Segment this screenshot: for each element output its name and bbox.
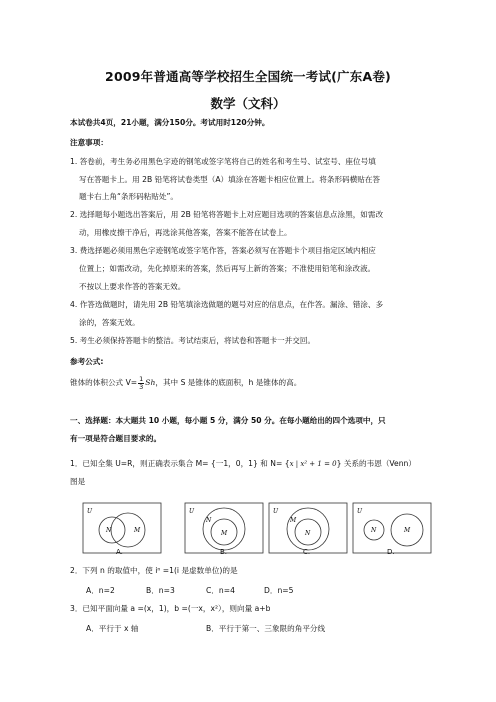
venn-c-m-label: M [290,517,297,524]
venn-c-u-label: U [273,508,279,515]
formula-lead: 锥体的体积公式 V= [70,378,138,387]
exam-title: 2009年普通高等学校招生全国统一考试(广东A卷) [105,69,391,84]
venn-label-c: C. [303,548,311,556]
question-1-line-1 [70,459,416,469]
venn-d-u-label: U [357,508,363,515]
formula-rest: ，其中 S 是锥体的底面积，h 是锥体的高。 [155,378,302,387]
q3-option-a: A．平行于 x 轴 [86,624,139,633]
formula-sh: Sh [145,378,156,387]
venn-label-d: D. [387,548,395,556]
question-2-stem: 2．下列 n 的取值中，使 iⁿ =1(i 是虚数单位)的是 [70,566,238,575]
venn-a-m-label: M [134,527,141,534]
q1-tail: } 关系的韦恩（Venn） [336,459,416,468]
fraction-denominator: 3 [139,382,144,391]
section-1-line-1: 一、选择题：本大题共 10 小题，每小题 5 分，满分 50 分。在每小题给出的四个选项中，只 [70,416,386,425]
note-3-line-2: 位置上；如需改动，先化掉原来的答案，然后再写上新的答案；不准使用铅笔和涂改液。 [79,264,376,273]
venn-option-b [184,502,264,554]
note-1-line-1: 1. 答卷前，考生务必用黑色字迹的钢笔或签字笔将自己的姓名和考生号、试室号、座位号填 [70,157,376,166]
question-1-line-2: 图是 [70,477,86,486]
venn-d-m-label: M [404,527,411,534]
venn-b-n-label: N [206,517,212,524]
note-3-line-1: 3. 费选择题必须用黑色字迹钢笔或签字笔作答，答案必须写在答题卡个项目指定区域内相应 [70,246,376,255]
formula-heading: 参考公式: [70,357,104,366]
note-5: 5. 考生必须保持答题卡的整洁。考试结束后，将试卷和答题卡一并交回。 [70,336,316,345]
note-1-line-3: 题卡右上角“条形码粘贴处”。 [79,192,178,201]
q2-option-a: A．n=2 [86,586,115,595]
venn-a-u-label: U [87,508,93,515]
formula-line [70,373,301,393]
q1-set-expression: x | x² + 1 = 0 [289,460,337,468]
note-1-line-2: 写在答题卡上。用 2B 铅笔将试卷类型（A）填涂在答题卡相应位置上。将条形码横贴在答 [79,175,381,184]
venn-option-c [268,502,348,554]
exam-intro: 本试卷共4页，21小题，满分150分。考试用时120分钟。 [70,118,270,127]
venn-c-n-label: N [305,530,311,537]
q1-lead: 1．已知全集 U=R，则正确表示集合 M= {一1，0，1} 和 N= { [70,459,290,468]
q3-option-b: B．平行于第一、三象限的角平分线 [206,624,326,633]
exam-subtitle: 数学（文科） [210,96,286,111]
venn-b-u-label: U [189,508,195,515]
venn-label-b: B. [220,548,228,556]
note-2-line-1: 2. 选择题每小题选出答案后，用 2B 铅笔将答题卡上对应题目选项的答案信息点涂黑，如需改 [70,210,384,219]
venn-option-d [352,502,432,554]
question-3-stem: 3．已知平面向量 a =(x，1)，b =(一x，x²），则向量 a+b [70,604,271,613]
venn-d-n-label: N [371,527,377,534]
formula-fraction [138,376,144,391]
venn-label-a: A. [116,548,123,556]
note-3-line-3: 不按以上要求作答的答案无效。 [79,282,186,291]
venn-a-n-label: N [106,527,112,534]
section-1-line-2: 有一项是符合题目要求的。 [70,434,162,443]
fraction-numerator: 1 [139,374,144,383]
q2-option-b: B．n=3 [146,586,175,595]
q2-option-c: C．n=4 [206,586,235,595]
note-2-line-2: 动，用橡皮擦干净后，再选涂其他答案，答案不能答在试卷上。 [79,228,292,237]
venn-option-a [82,502,162,554]
notes-heading: 注意事项： [70,138,108,147]
note-4-line-2: 涂的，答案无效。 [79,318,140,327]
venn-b-m-label: M [221,530,228,537]
note-4-line-1: 4. 作答选做题时，请先用 2B 铅笔填涂选做题的题号对应的信息点，在作答。漏涂、错涂、多 [70,300,384,309]
q2-option-d: D．n=5 [264,586,294,595]
